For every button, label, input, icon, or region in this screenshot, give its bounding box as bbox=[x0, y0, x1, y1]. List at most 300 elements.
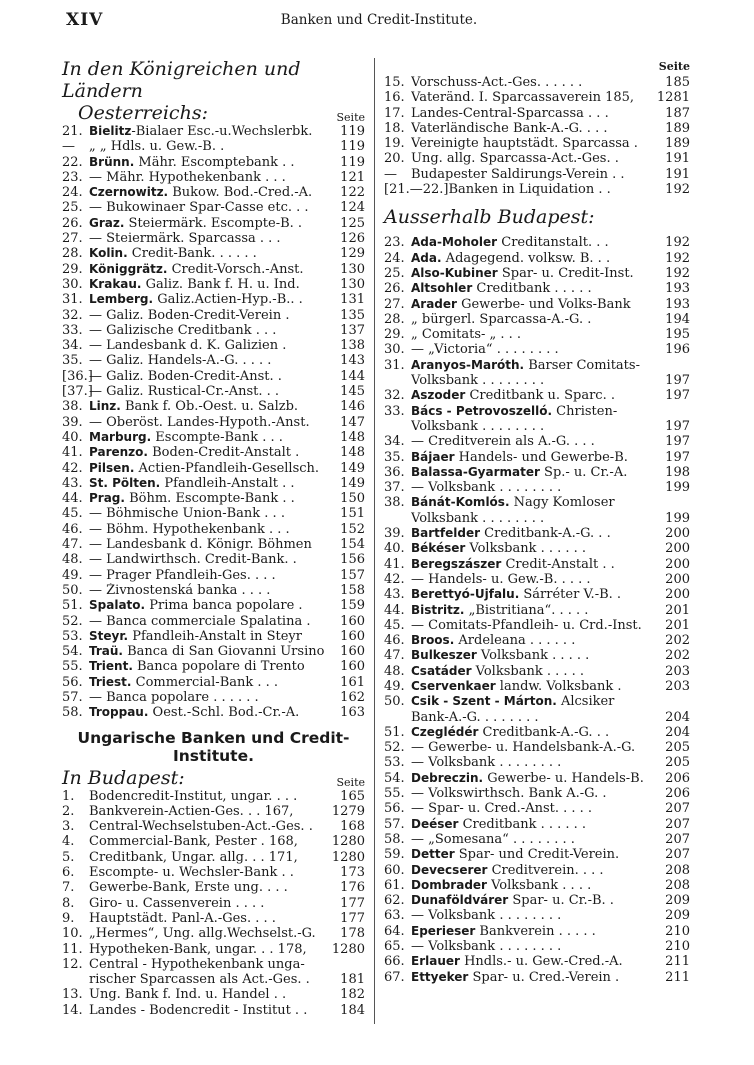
entry-number: 42. bbox=[62, 460, 83, 476]
entry-text bbox=[89, 461, 332, 476]
entry-description: Volksbank . . . . . bbox=[476, 648, 590, 664]
entry-number: 22. bbox=[62, 154, 83, 170]
entry-description: Oest.-Schl. Bod.-Cr.-A. bbox=[148, 705, 300, 721]
entry-place-name: Csatáder bbox=[411, 663, 472, 678]
entry-page: 205 bbox=[665, 755, 690, 771]
entry-text bbox=[411, 817, 657, 832]
entry-number: 38. bbox=[384, 495, 405, 511]
list-item bbox=[384, 679, 690, 694]
entry-text bbox=[89, 155, 332, 170]
list-item bbox=[384, 342, 690, 357]
entry-description: Nagy Komloser bbox=[509, 495, 615, 511]
entry-description: Volksbank . . . . . bbox=[471, 663, 585, 679]
entry-text bbox=[411, 832, 657, 847]
entry-text bbox=[89, 170, 332, 185]
entry-place-name: Bistritz. bbox=[411, 602, 465, 617]
entry-text bbox=[411, 526, 657, 541]
entry-text bbox=[89, 353, 332, 368]
entry-number: 28. bbox=[62, 246, 83, 262]
entry-description: Creditbank-A.-G. . . bbox=[480, 526, 611, 542]
list-item bbox=[384, 297, 690, 312]
entry-text bbox=[89, 216, 332, 231]
entry-description: Volksbank . . . . . . bbox=[465, 541, 587, 557]
entry-number: 63. bbox=[384, 908, 405, 924]
entry-description: Handels- und Gewerbe-B. bbox=[454, 449, 628, 465]
entry-text bbox=[411, 450, 657, 465]
entry-page: 198 bbox=[665, 464, 690, 480]
entry-page: 208 bbox=[665, 862, 690, 878]
list-item bbox=[384, 373, 690, 388]
entry-text bbox=[411, 251, 657, 266]
entry-page: 193 bbox=[665, 281, 690, 297]
entry-number: 41. bbox=[384, 556, 405, 572]
entry-text bbox=[411, 847, 657, 862]
entry-description: — Banca commerciale Spalatina . bbox=[89, 613, 311, 629]
entry-text bbox=[411, 136, 657, 151]
entry-page: 154 bbox=[340, 537, 365, 553]
entry-number: 19. bbox=[384, 136, 405, 152]
list-item bbox=[62, 957, 365, 972]
entry-page: 193 bbox=[665, 296, 690, 312]
entry-text bbox=[411, 151, 657, 166]
entry-number: [36.] bbox=[62, 368, 93, 384]
entry-text bbox=[411, 419, 657, 434]
entry-text bbox=[411, 327, 657, 342]
entry-place-name: Arader bbox=[411, 296, 457, 311]
entry-page: 197 bbox=[665, 418, 690, 434]
entry-description: „ Comitats- „ . . . bbox=[411, 327, 522, 343]
entry-description: Prima banca popolare . bbox=[145, 598, 303, 614]
list-item bbox=[384, 893, 690, 908]
entry-description: Bankverein . . . . . bbox=[475, 923, 596, 939]
entry-number: 54. bbox=[62, 644, 83, 660]
entry-place-name: Parenzo. bbox=[89, 445, 148, 460]
entry-number: 31. bbox=[62, 292, 83, 308]
entry-description: — Volksbank . . . . . . . . bbox=[411, 908, 562, 924]
entry-page: 177 bbox=[340, 910, 365, 926]
entry-text bbox=[411, 755, 657, 770]
list-item bbox=[62, 216, 365, 231]
entry-place-name: Steyr. bbox=[89, 628, 129, 643]
list-item bbox=[62, 445, 365, 460]
entry-description: — Oberöst. Landes-Hypoth.-Anst. bbox=[89, 414, 310, 430]
entry-text bbox=[411, 694, 657, 709]
entry-text bbox=[411, 480, 657, 495]
entry-description: — Galiz. Boden-Credit-Anst. . bbox=[89, 368, 282, 384]
entry-place-name: Trient. bbox=[89, 659, 133, 674]
entry-text bbox=[411, 312, 657, 327]
entry-number: 44. bbox=[62, 491, 83, 507]
entry-number: 4. bbox=[62, 834, 75, 850]
list-item bbox=[62, 972, 365, 987]
entry-description: Commercial-Bank . . . bbox=[131, 674, 279, 690]
ausserhalb-heading: Ausserhalb Budapest: bbox=[384, 206, 595, 229]
entry-number: 34. bbox=[62, 338, 83, 354]
entry-text bbox=[89, 369, 332, 384]
entry-text bbox=[89, 552, 332, 567]
entry-number: 21. bbox=[62, 124, 83, 139]
entry-number: 38. bbox=[62, 399, 83, 415]
entry-page: 178 bbox=[340, 926, 365, 942]
entry-page: 163 bbox=[340, 705, 365, 721]
entry-page bbox=[657, 358, 690, 373]
entry-text bbox=[89, 987, 332, 1002]
entry-page: 148 bbox=[340, 445, 365, 461]
list-item bbox=[62, 583, 365, 598]
entry-number: 17. bbox=[384, 105, 405, 121]
entry-description: Hndls.- u. Gew.-Cred.-A. bbox=[459, 954, 623, 970]
entry-description: Bankverein-Actien-Ges. . . 167, bbox=[89, 803, 294, 819]
budapest-heading-row bbox=[62, 765, 365, 789]
list-item bbox=[384, 327, 690, 342]
entry-text bbox=[89, 476, 332, 491]
entry-text bbox=[89, 338, 332, 353]
list-item bbox=[62, 568, 365, 583]
entry-page: 1281 bbox=[656, 90, 690, 106]
seite-label: Seite bbox=[336, 775, 365, 789]
entry-page: 1280 bbox=[331, 849, 365, 865]
entry-description: — Volkswirthsch. Bank A.-G. . bbox=[411, 786, 607, 802]
list-item bbox=[384, 603, 690, 618]
entry-description: Alcsiker bbox=[556, 694, 615, 710]
entry-number: 12. bbox=[62, 956, 83, 972]
entry-text bbox=[411, 541, 657, 556]
list-item bbox=[62, 1003, 365, 1018]
entry-text bbox=[411, 373, 657, 388]
entry-number: 39. bbox=[384, 526, 405, 542]
entry-text bbox=[89, 690, 332, 705]
entry-text bbox=[411, 924, 657, 939]
entry-number: 15. bbox=[384, 75, 405, 90]
entry-description: Commercial-Bank, Pester . 168, bbox=[89, 834, 298, 850]
entry-text bbox=[89, 942, 329, 957]
list-item bbox=[384, 939, 690, 954]
entry-text bbox=[411, 167, 657, 182]
entry-text bbox=[89, 911, 332, 926]
entry-description: Creditverein. . . . bbox=[487, 862, 604, 878]
entry-place-name: Prag. bbox=[89, 491, 125, 506]
entry-page: 197 bbox=[665, 373, 690, 389]
entry-number: 58. bbox=[62, 705, 83, 721]
entry-description: Galiz.Actien-Hyp.-B.. . bbox=[153, 292, 303, 308]
entry-description: — Steiermärk. Sparcassa . . . bbox=[89, 231, 281, 247]
entry-description: Gewerbe-Bank, Erste ung. . . . bbox=[89, 880, 288, 896]
entry-description: Spar- u. Cr.-B. . bbox=[508, 893, 614, 909]
entry-page: 126 bbox=[340, 231, 365, 247]
entry-number: 54. bbox=[384, 770, 405, 786]
list-item bbox=[384, 312, 690, 327]
list-item bbox=[62, 231, 365, 246]
ungar-heading-line2: Institute. bbox=[172, 746, 254, 765]
entry-number: 5. bbox=[62, 849, 75, 865]
list-item bbox=[62, 865, 365, 880]
entry-place-name: Ettyeker bbox=[411, 969, 469, 984]
entry-place-name: Bánát-Komlós. bbox=[411, 495, 510, 510]
entry-number: 61. bbox=[384, 877, 405, 893]
list-item bbox=[62, 614, 365, 629]
entry-text bbox=[411, 603, 657, 618]
list-item bbox=[384, 106, 690, 121]
entry-place-name: Eperieser bbox=[411, 923, 476, 938]
entry-text bbox=[89, 926, 332, 941]
entry-text bbox=[89, 705, 332, 720]
entry-number: 14. bbox=[62, 1002, 83, 1018]
entry-number: 30. bbox=[62, 276, 83, 292]
entry-number: 56. bbox=[384, 801, 405, 817]
list-item bbox=[62, 690, 365, 705]
entry-description: Budapester Saldirungs-Verein . . bbox=[411, 166, 625, 182]
entry-description: Bank-A.-G. . . . . . . . bbox=[411, 709, 539, 725]
entry-page: 158 bbox=[340, 582, 365, 598]
entry-place-name: Bács - Petrovoszelló. bbox=[411, 403, 553, 418]
entry-page: 151 bbox=[340, 506, 365, 522]
entry-number: 66. bbox=[384, 954, 405, 970]
entry-text bbox=[89, 292, 332, 307]
entry-description: Adagegend. volksw. B. . . bbox=[441, 250, 611, 266]
entry-number: 13. bbox=[62, 987, 83, 1003]
entry-page: 1280 bbox=[331, 941, 365, 957]
entry-number: 26. bbox=[62, 215, 83, 231]
entry-place-name: Czeglédér bbox=[411, 724, 479, 739]
entry-description: Banken in Liquidation . . bbox=[448, 182, 611, 198]
entry-number: 3. bbox=[62, 819, 75, 835]
entry-text bbox=[411, 106, 657, 121]
entry-number: 62. bbox=[384, 893, 405, 909]
entry-text bbox=[411, 511, 657, 526]
entry-description: Volksbank . . . . . . . . bbox=[411, 510, 545, 526]
entry-number: 55. bbox=[62, 659, 83, 675]
entry-page: 207 bbox=[665, 831, 690, 847]
entry-number: 43. bbox=[62, 475, 83, 491]
entry-description: — Prager Pfandleih-Ges. . . . bbox=[89, 567, 276, 583]
entry-text bbox=[411, 970, 657, 985]
entry-description: Böhm. Escompte-Bank . . bbox=[124, 491, 295, 507]
list-item bbox=[384, 664, 690, 679]
entry-text bbox=[89, 865, 332, 880]
list-item bbox=[384, 434, 690, 449]
entry-text bbox=[411, 75, 657, 90]
entry-page: 202 bbox=[665, 633, 690, 649]
entry-number: 64. bbox=[384, 923, 405, 939]
entry-number: 41. bbox=[62, 445, 83, 461]
entry-text bbox=[411, 633, 657, 648]
entry-number: 30. bbox=[384, 342, 405, 358]
entry-place-name: Erlauer bbox=[411, 954, 460, 969]
entry-page: 149 bbox=[340, 475, 365, 491]
entry-text bbox=[411, 618, 657, 633]
entry-description: — Galizische Creditbank . . . bbox=[89, 322, 277, 338]
entry-page: 152 bbox=[340, 521, 365, 537]
list-item bbox=[384, 495, 690, 510]
list-item bbox=[384, 266, 690, 281]
list-item bbox=[384, 924, 690, 939]
entry-description: — Galiz. Handels-A.-G. . . . . bbox=[89, 353, 272, 369]
entry-place-name: Ada-Moholer bbox=[411, 235, 498, 250]
entry-page bbox=[657, 694, 690, 709]
entry-description: „Hermes“, Ung. allg.Wechselst.-G. bbox=[89, 926, 316, 942]
entry-description: Vereinigte hauptstädt. Sparcassa . bbox=[411, 136, 638, 152]
entry-number: 50. bbox=[384, 694, 405, 710]
entry-number: 26. bbox=[384, 281, 405, 297]
entry-page: 204 bbox=[665, 709, 690, 725]
entry-number: 39. bbox=[62, 414, 83, 430]
entry-text bbox=[89, 629, 332, 644]
list-item bbox=[62, 124, 365, 139]
entry-description: Pfandleih-Anstalt in Steyr bbox=[128, 628, 302, 644]
entry-description: — Creditverein als A.-G. . . . bbox=[411, 434, 595, 450]
entry-number: 53. bbox=[384, 755, 405, 771]
entry-page: 129 bbox=[340, 246, 365, 262]
entry-description: — Landesbank d. K. Galizien . bbox=[89, 338, 287, 354]
list-item bbox=[62, 155, 365, 170]
entry-number: [21.—22.] bbox=[384, 182, 449, 198]
entry-text bbox=[411, 740, 657, 755]
entry-place-name: Kolin. bbox=[89, 246, 128, 261]
entry-text bbox=[89, 522, 332, 537]
list-item bbox=[62, 506, 365, 521]
entry-place-name: Spalato. bbox=[89, 598, 146, 613]
entry-page bbox=[332, 957, 365, 972]
entry-description: Creditbank u. Sparc. . bbox=[465, 388, 615, 404]
entry-number: 56. bbox=[62, 674, 83, 690]
entry-text bbox=[411, 90, 654, 105]
entry-description: — Gewerbe- u. Handelsbank-A.-G. bbox=[411, 740, 636, 756]
entry-description: „Bistritiana“. . . . . bbox=[464, 602, 589, 618]
entry-page: 160 bbox=[340, 659, 365, 675]
entry-number: 49. bbox=[384, 678, 405, 694]
list-item bbox=[62, 292, 365, 307]
entry-description: Sp.- u. Cr.-A. bbox=[539, 464, 628, 480]
austria-heading-line1: In den Königreichen und Ländern bbox=[62, 58, 301, 102]
entry-text bbox=[411, 710, 657, 725]
entry-description: Escompte-Bank . . . bbox=[151, 429, 283, 445]
entry-page: 209 bbox=[665, 908, 690, 924]
entry-text bbox=[411, 939, 657, 954]
entry-page: 200 bbox=[665, 571, 690, 587]
entry-page: 205 bbox=[665, 740, 690, 756]
entry-text bbox=[89, 880, 332, 895]
entry-place-name: Also-Kubiner bbox=[411, 265, 498, 280]
entry-number: 46. bbox=[384, 633, 405, 649]
entry-page: 160 bbox=[340, 628, 365, 644]
entry-text bbox=[89, 850, 329, 865]
entry-page: 207 bbox=[665, 801, 690, 817]
list-item bbox=[62, 262, 365, 277]
budapest-heading: In Budapest: bbox=[62, 766, 185, 789]
list-item bbox=[384, 771, 690, 786]
left-column bbox=[62, 58, 365, 1018]
list-item bbox=[384, 167, 690, 182]
list-item bbox=[62, 246, 365, 261]
entry-page: 130 bbox=[340, 261, 365, 277]
entry-place-name: Czernowitz. bbox=[89, 185, 169, 200]
entry-page: 122 bbox=[340, 185, 365, 201]
entry-text bbox=[411, 342, 657, 357]
entry-number: 49. bbox=[62, 567, 83, 583]
entry-number: 7. bbox=[62, 880, 75, 896]
entry-page: 162 bbox=[340, 689, 365, 705]
entry-description: Vateränd. I. Sparcassaverein 185, bbox=[411, 90, 635, 106]
entry-text bbox=[89, 896, 332, 911]
list-item bbox=[62, 338, 365, 353]
entry-description: — Handels- u. Gew.-B. . . . . bbox=[411, 571, 591, 587]
entry-page: 119 bbox=[340, 154, 365, 170]
list-item bbox=[384, 817, 690, 832]
entry-place-name: Aszoder bbox=[411, 388, 466, 403]
entry-text bbox=[411, 725, 657, 740]
entry-place-name: Ada. bbox=[411, 250, 442, 265]
entry-text bbox=[89, 185, 332, 200]
entry-page: 135 bbox=[340, 307, 365, 323]
entry-place-name: Altsohler bbox=[411, 281, 473, 296]
entry-page: 119 bbox=[340, 139, 365, 155]
entry-number: 27. bbox=[62, 231, 83, 247]
entry-page: 197 bbox=[665, 449, 690, 465]
list-item bbox=[384, 710, 690, 725]
entry-place-name: Bartfelder bbox=[411, 526, 481, 541]
entry-description: Creditbank-A.-G. . . bbox=[478, 724, 610, 740]
list-item bbox=[62, 880, 365, 895]
entry-description: Volksbank . . . . bbox=[486, 877, 592, 893]
entry-text bbox=[449, 182, 658, 197]
entry-page bbox=[657, 495, 690, 510]
entry-page: 182 bbox=[340, 987, 365, 1003]
entry-page: 192 bbox=[665, 235, 690, 251]
list-item bbox=[384, 480, 690, 495]
entry-page: 210 bbox=[665, 939, 690, 955]
entry-page: 149 bbox=[340, 460, 365, 476]
entry-description: — Volksbank . . . . . . . . bbox=[411, 755, 562, 771]
austria-heading-row bbox=[62, 102, 365, 124]
entry-place-name: Troppau. bbox=[89, 705, 149, 720]
entry-number: 50. bbox=[62, 582, 83, 598]
entry-page: 165 bbox=[340, 788, 365, 804]
list-item bbox=[384, 755, 690, 770]
entry-number: 43. bbox=[384, 587, 405, 603]
list-item bbox=[62, 659, 365, 674]
entry-number: 32. bbox=[384, 388, 405, 404]
entry-text bbox=[411, 358, 657, 373]
entry-page: 184 bbox=[340, 1002, 365, 1018]
entry-description: — Živnostenská banka . . . . bbox=[89, 582, 271, 598]
entry-description: landw. Volksbank . bbox=[495, 678, 622, 694]
entry-text bbox=[411, 434, 657, 449]
entry-description: Ardeleana . . . . . . bbox=[454, 633, 576, 649]
entry-place-name: Devecserer bbox=[411, 862, 488, 877]
list-item bbox=[384, 633, 690, 648]
entry-description: Credit-Vorsch.-Anst. bbox=[167, 261, 304, 277]
list-item bbox=[384, 404, 690, 419]
entry-page: 138 bbox=[340, 338, 365, 354]
entry-number: 42. bbox=[384, 571, 405, 587]
entry-text bbox=[89, 384, 332, 399]
entry-description: Galiz. Bank f. H. u. Ind. bbox=[141, 276, 300, 292]
list-item bbox=[384, 908, 690, 923]
entry-description: Creditbank . . . . . bbox=[472, 281, 592, 297]
list-item bbox=[384, 832, 690, 847]
entry-page: 161 bbox=[340, 674, 365, 690]
entry-page: 210 bbox=[665, 923, 690, 939]
entry-page: 199 bbox=[665, 480, 690, 496]
list-item bbox=[62, 399, 365, 414]
entry-text bbox=[411, 121, 657, 136]
entry-number: 52. bbox=[384, 740, 405, 756]
list-item bbox=[384, 281, 690, 296]
entry-text bbox=[411, 771, 657, 786]
entry-page: 206 bbox=[665, 770, 690, 786]
list-item bbox=[62, 430, 365, 445]
entry-number: 57. bbox=[62, 689, 83, 705]
